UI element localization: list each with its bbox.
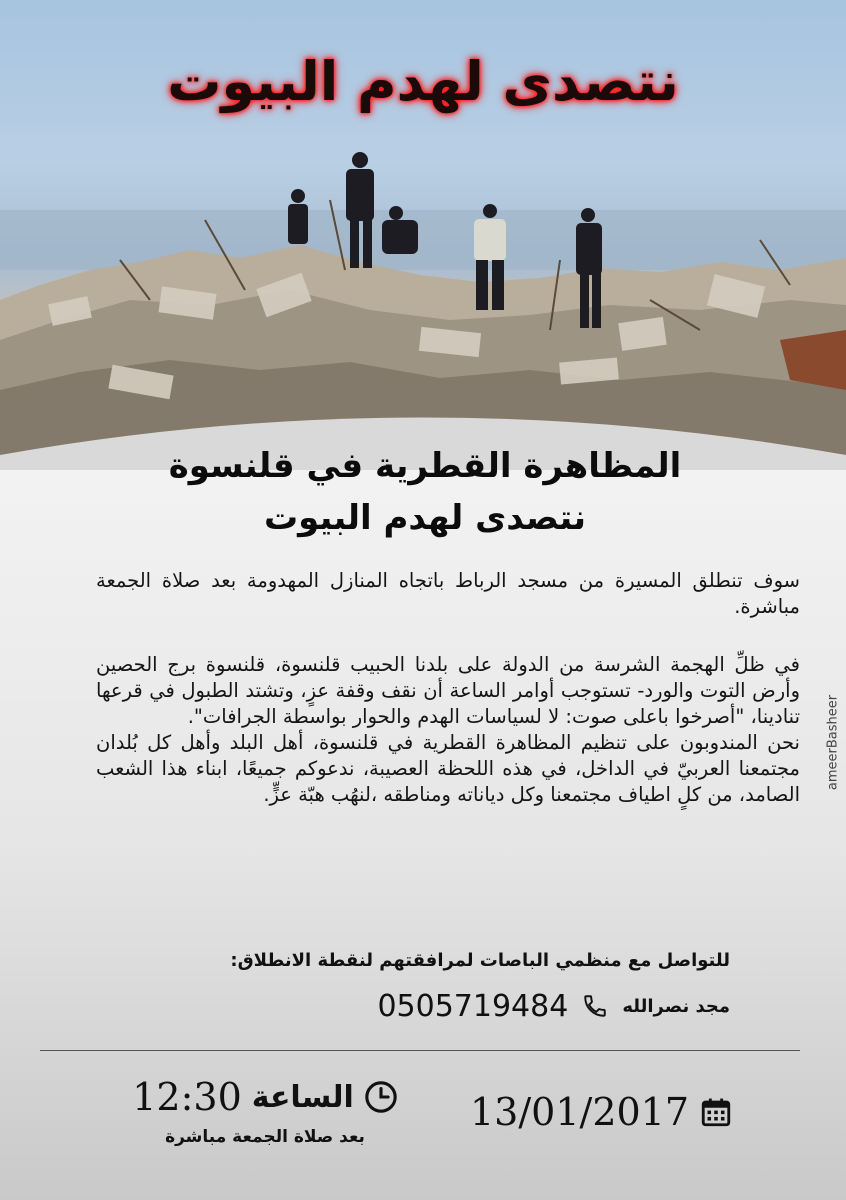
heading-line-1: المظاهرة القطرية في قلنسوة <box>168 446 682 486</box>
time-value: 12:30 <box>132 1075 242 1119</box>
time-block <box>130 1075 400 1147</box>
paragraph-call: نحن المندوبون على تنظيم المظاهرة القطرية في قلنسوة، أهل البلد وأهل كل بُلدان مجتمعنا العربيّ في الداخل، في هذه اللحظة العصيبة، ندعوكم جميعًا، ابناء هذا الشعب الصامد، من كلٍ اطياف مجتمعنا وكل دياناته ومناطقه ،لنهُب هبّة عزٍّ. <box>96 731 800 806</box>
contact-row <box>150 986 730 1026</box>
contact-intro: للتواصل مع منظمي الباصات لمرافقتهم لنقطة الانطلاق: <box>230 950 730 971</box>
heading-line-2: نتصدى لهدم البيوت <box>263 498 587 538</box>
contact-name: مجد نصرالله <box>622 995 730 1017</box>
hero-title: نتصدى لهدم البيوت <box>167 50 679 113</box>
time-label: الساعة <box>251 1079 354 1115</box>
contact-phone[interactable]: 0505719484 <box>377 988 569 1024</box>
watermark-text: ameerBasheer <box>825 694 841 791</box>
hero-photo <box>0 0 846 470</box>
calendar-icon <box>699 1095 733 1129</box>
paragraph-route: سوف تنطلق المسيرة من مسجد الرباط باتجاه المنازل المهدومة بعد صلاة الجمعة مباشرة. <box>96 569 800 618</box>
divider <box>40 1050 800 1051</box>
date-value: 13/01/2017 <box>470 1090 690 1134</box>
watermark <box>820 680 840 810</box>
time-note: بعد صلاة الجمعة مباشرة <box>165 1127 365 1147</box>
main-heading <box>60 440 790 544</box>
clock-icon <box>364 1080 398 1114</box>
paragraph-context: في ظلِّ الهجمة الشرسة من الدولة على بلدنا الحبيب قلنسوة، قلنسوة برج الحصين وأرض التوت والورد- تستوجب أوامر الساعة أن نقف وقفة عزٍ، وتشتد الطبول في قرعها تنادينا، "أصرخوا باعلى صوت: لا لسياسات الهدم والحوار بواسطة الجرافات". <box>96 653 800 728</box>
date-block <box>470 1090 770 1134</box>
body-text <box>96 568 800 840</box>
phone-icon <box>582 993 608 1019</box>
